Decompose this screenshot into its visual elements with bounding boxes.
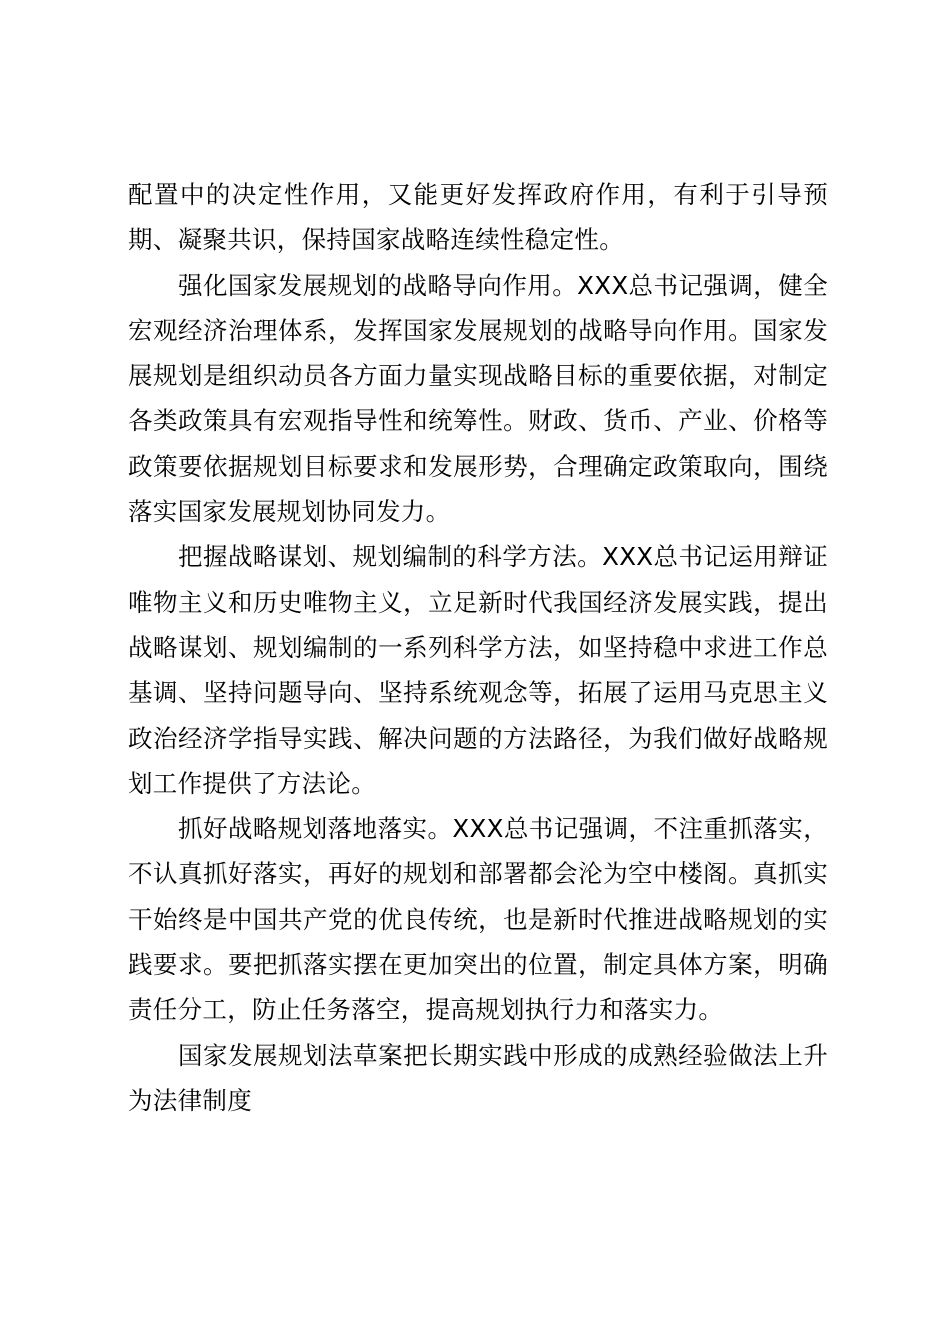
paragraph-continuation: 配置中的决定性作用，又能更好发挥政府作用，有利于引导预期、凝聚共识，保持国家战略连续性稳定性。: [128, 180, 828, 255]
document-body: [128, 172, 828, 1123]
paragraph-legal-system: 国家发展规划法草案把长期实践中形成的成熟经验做法上升为法律制度: [128, 1040, 828, 1115]
paragraph-strategic-guidance: 强化国家发展规划的战略导向作用。XXX总书记强调，健全宏观经济治理体系，发挥国家发展规划的战略导向作用。国家发展规划是组织动员各方面力量实现战略目标的重要依据，对制定各类政策具有宏观指导性和统筹性。财政、货币、产业、价格等政策要依据规划目标要求和发展形势，合理确定政策取向，围绕落实国家发展规划协同发力。: [128, 270, 828, 527]
paragraph-scientific-method: 把握战略谋划、规划编制的科学方法。XXX总书记运用辩证唯物主义和历史唯物主义，立足新时代我国经济发展实践，提出战略谋划、规划编制的一系列科学方法，如坚持稳中求进工作总基调、坚持问题导向、坚持系统观念等，拓展了运用马克思主义政治经济学指导实践、解决问题的方法路径，为我们做好战略规划工作提供了方法论。: [128, 542, 828, 798]
paragraph-implementation: 抓好战略规划落地落实。XXX总书记强调，不注重抓落实，不认真抓好落实，再好的规划和部署都会沦为空中楼阁。真抓实干始终是中国共产党的优良传统，也是新时代推进战略规划的实践要求。要把抓落实摆在更加突出的位置，制定具体方案，明确责任分工，防止任务落空，提高规划执行力和落实力。: [128, 814, 828, 1025]
